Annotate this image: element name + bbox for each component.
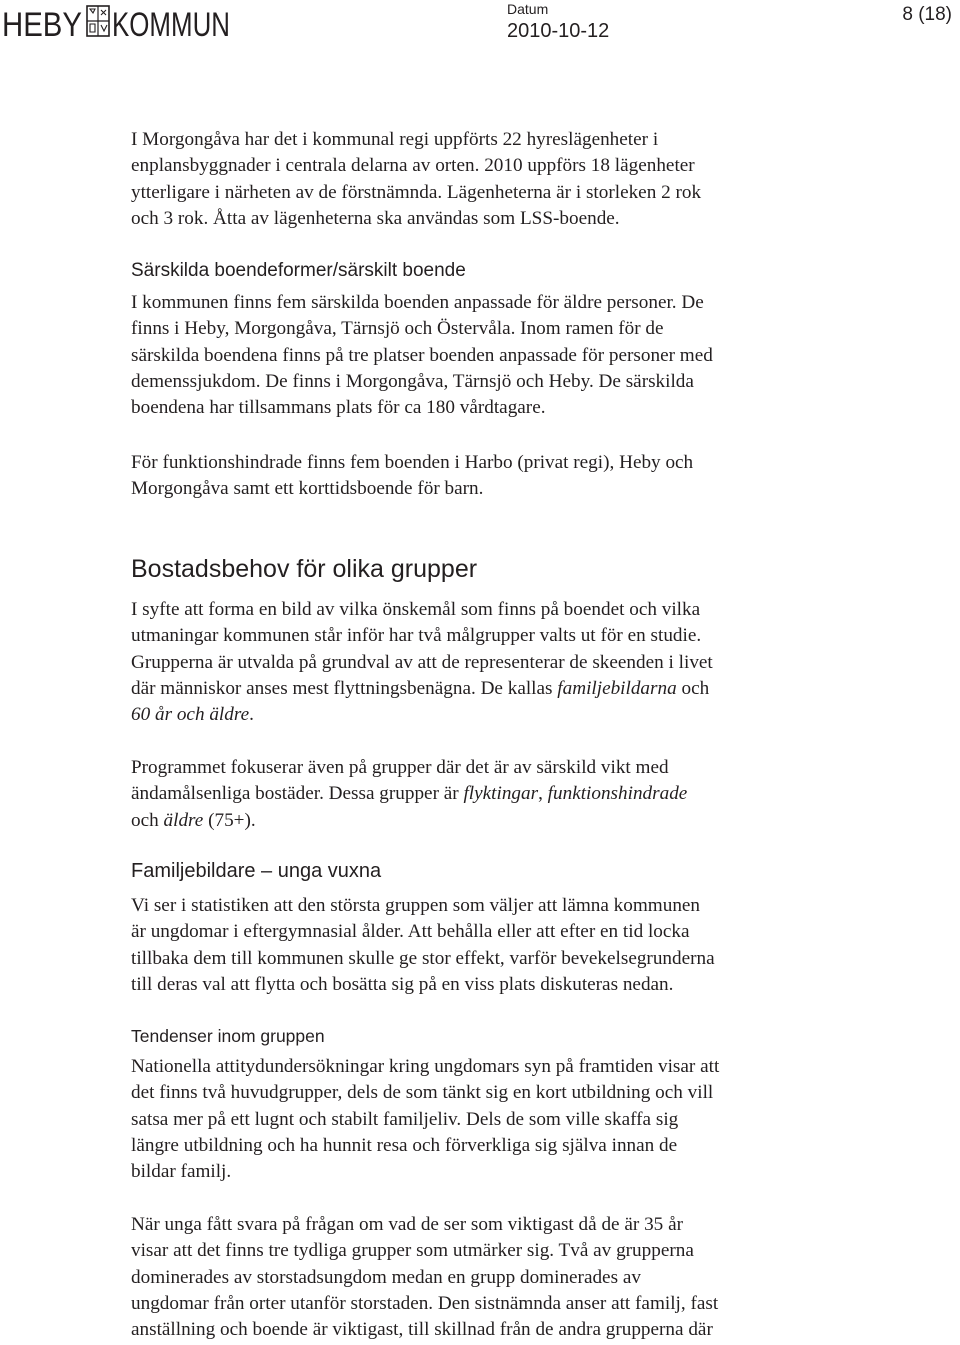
term-funktionshindrade: funktionshindrade [547,783,688,805]
text-line: För funktionshindrade finns fem boenden i Harbo (privat regi), Heby och [131,452,694,473]
text-line: enplansbyggnader i centrala delarna av orten. 2010 uppförs 18 lägenheter [131,155,695,177]
text-line: ytterligare i närheten av de förstnämnda. Lägenheterna är i storleken 2 rok [131,181,702,203]
paragraph-sarskilda-boenden [131,290,831,421]
svg-text:HEBY: HEBY [2,6,82,44]
text-line: dominerades av storstadsungdom medan en grupp dominerades av [131,1266,641,1288]
text-line [131,808,831,834]
text-line: Programmet fokuserar även på grupper där det är av särskild vikt med [131,757,669,778]
paragraph-statistiken [131,893,831,998]
text-line: Vi ser i statistiken att den största gruppen som väljer att lämna kommunen [131,895,701,916]
document-header [0,0,960,50]
paragraph-attitydundersokningar [131,1054,831,1185]
text-line: är ungdomar i eftergymnasial ålder. Att behålla eller att efter en tid locka [131,921,690,943]
text-line: demenssjukdom. De finns i Morgongåva, Tärnsjö och Heby. De särskilda [131,370,694,392]
text-line: bildar familj. [131,1161,232,1183]
text-segment: (75+). [203,809,256,831]
text-line: satsa mer på ett lugnt och stabilt familjeliv. Dels de som ville skaffa sig [131,1108,679,1130]
text-line: ungdomar från orter utanför storstaden. Den sistnämnda anser att familj, fast [131,1292,719,1314]
text-line: I kommunen finns fem särskilda boenden anpassade för äldre personer. De [131,292,704,313]
heading-sarskilda-boendeformer: Särskilda boendeformer/särskilt boende [131,260,466,281]
term-aldre: äldre [163,809,204,831]
paragraph-unga-35-ar [131,1212,831,1343]
heading-bostadsbehov: Bostadsbehov för olika grupper [131,555,478,583]
text-line: Morgongåva samt ett korttidsboende för barn. [131,478,484,500]
text-segment: , [538,783,548,805]
text-line: utmaningar kommunen står inför har två målgrupper valts ut för en studie. [131,625,702,647]
heby-kommun-logo [2,3,230,46]
text-line [131,781,831,807]
text-line: anställning och boende är viktigast, till skillnad från de andra grupperna där [131,1319,713,1341]
term-flyktingar: flyktingar [463,783,539,805]
text-line: finns i Heby, Morgongåva, Tärnsjö och Östervåla. Inom ramen för de [131,318,664,340]
text-line: tillbaka dem till kommunen skulle ge stor effekt, varför bevekelsegrunderna [131,947,715,969]
text-segment: där människor anses mest flyttningsbenägna. De kallas [131,677,553,699]
text-segment: ändamålsenliga bostäder. Dessa grupper är [131,783,464,805]
text-line: Nationella attitydundersökningar kring ungdomars syn på framtiden visar att [131,1056,720,1077]
text-line: I Morgongåva har det i kommunal regi uppförts 22 hyreslägenheter i [131,129,659,150]
text-line: särskilda boendena finns på tre platser boenden anpassade för personer med [131,344,713,366]
date-label: Datum [507,1,549,17]
text-segment: och [676,677,710,699]
date-value: 2010-10-12 [507,20,610,42]
text-line: och 3 rok. Åtta av lägenheterna ska användas som LSS-boende. [131,207,620,229]
text-line: Grupperna är utvalda på grundval av att de representerar de skeenden i livet [131,651,713,673]
municipal-logo-icon [2,3,230,44]
term-familjebildarna: familjebildarna [557,677,677,699]
paragraph-funktionshindrade [131,450,831,503]
text-line: visar att det finns tre tydliga grupper som utmärker sig. Två av grupperna [131,1240,694,1262]
paragraph-malgrupper [131,597,831,728]
text-line [131,676,831,702]
text-line: till deras val att flytta och bosätta sig på en viss plats diskuteras nedan. [131,973,674,995]
paragraph-programmet [131,755,831,834]
heading-familjebildare: Familjebildare – unga vuxna [131,860,382,882]
text-segment: och [131,809,164,831]
text-line: I syfte att forma en bild av vilka önskemål som finns på boendet och vilka [131,599,701,620]
paragraph-morgongava [131,127,831,232]
text-line [131,702,831,728]
text-line: När unga fått svara på frågan om vad de ser som viktigast då de är 35 år [131,1214,683,1235]
text-line: det finns två huvudgrupper, dels de som tänkt sig en kort utbildning och vill [131,1082,714,1104]
text-line: boendena har tillsammans plats för ca 180 vårdtagare. [131,397,546,419]
heading-tendenser: Tendenser inom gruppen [131,1026,325,1046]
term-60-ar-och-aldre: 60 år och äldre [131,704,250,726]
svg-text:KOMMUN: KOMMUN [112,6,230,44]
text-segment: . [249,704,254,726]
page-number: 8 (18) [902,4,952,25]
text-line: längre utbildning och ha hunnit resa och förverkliga sig själva innan de [131,1134,678,1156]
